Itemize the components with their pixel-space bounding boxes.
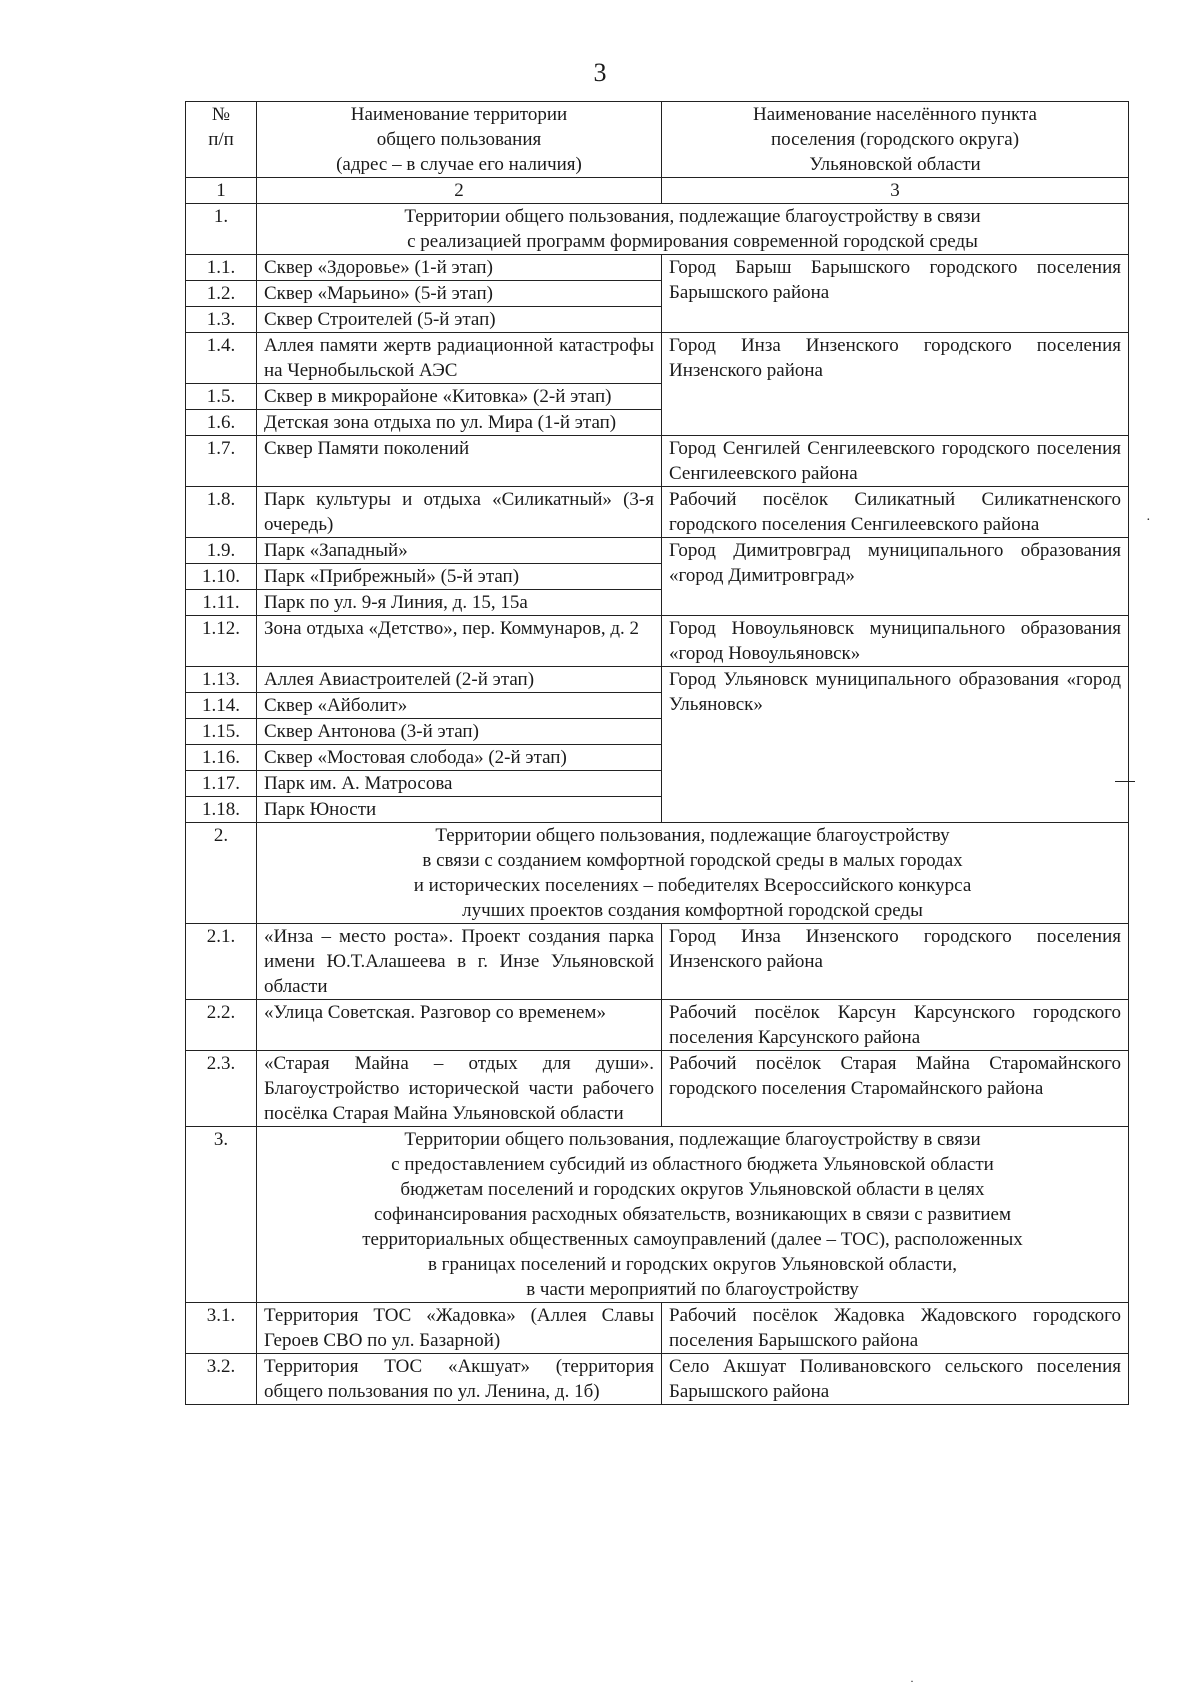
row-number: 1.18. [186, 797, 257, 823]
territory-name: Территория ТОС «Жадовка» (Аллея Славы Героев СВО по ул. Базарной) [257, 1303, 662, 1354]
territory-name: Сквер «Здоровье» (1-й этап) [257, 255, 662, 281]
table-row [186, 436, 1129, 487]
section-title-line: софинансирования расходных обязательств, возникающих в связи с развитием [374, 1204, 1011, 1225]
row-number: 1.15. [186, 719, 257, 745]
row-number: 2.1. [186, 924, 257, 1000]
section-title-line: в части мероприятий по благоустройству [526, 1279, 859, 1300]
row-number: 1.14. [186, 693, 257, 719]
header-text: общего пользования [376, 129, 542, 150]
row-number: 2.2. [186, 1000, 257, 1051]
scan-line-mark [1115, 781, 1135, 782]
territory-name: Территория ТОС «Акшуат» (территория общего пользования по ул. Ленина, д. 1б) [257, 1354, 662, 1405]
territory-name: Сквер Строителей (5-й этап) [257, 307, 662, 333]
section-number: 2. [186, 823, 257, 924]
settlement-name: Город Инза Инзенского городского поселения Инзенского района [662, 333, 1129, 436]
territory-name: Парк «Западный» [257, 538, 662, 564]
section-title-line: с предоставлением субсидий из областного бюджета Ульяновской области [391, 1154, 994, 1175]
row-number: 1.7. [186, 436, 257, 487]
section-title-line: Территории общего пользования, подлежащие благоустройству в связи [404, 206, 981, 227]
table-row [186, 538, 1129, 564]
section-title-line: в связи с созданием комфортной городской среды в малых городах [422, 850, 963, 871]
section-title-line: и исторических поселениях – победителях Всероссийского конкурса [413, 875, 972, 896]
header-text: Наименование территории [350, 104, 568, 125]
page-number: 3 [593, 58, 607, 87]
section-title [257, 823, 1129, 924]
table-row [186, 1051, 1129, 1127]
row-number: 1.13. [186, 667, 257, 693]
column-number: 1 [186, 178, 257, 204]
settlement-name: Город Новоульяновск муниципального образования «город Новоульяновск» [662, 616, 1129, 667]
section-number: 3. [186, 1127, 257, 1303]
settlement-name: Город Инза Инзенского городского поселения Инзенского района [662, 924, 1129, 1000]
section-title-line: бюджетам поселений и городских округов Ульяновской области в целях [400, 1179, 985, 1200]
territory-name: Детская зона отдыха по ул. Мира (1-й этап) [257, 410, 662, 436]
section-title-line: в границах поселений и городских округов Ульяновской области, [427, 1254, 958, 1275]
row-number: 1.8. [186, 487, 257, 538]
section-title-line: Территории общего пользования, подлежащие благоустройству в связи [404, 1129, 981, 1150]
settlement-name: Город Сенгилей Сенгилеевского городского поселения Сенгилеевского района [662, 436, 1129, 487]
header-text: поселения (городского округа) [770, 129, 1020, 150]
header-col-number [186, 102, 257, 178]
settlement-name: Город Барыш Барышского городского поселения Барышского района [662, 255, 1129, 333]
settlement-name: Город Ульяновск муниципального образования «город Ульяновск» [662, 667, 1129, 823]
territory-name: Зона отдыха «Детство», пер. Коммунаров, д. 2 [257, 616, 662, 667]
table-row [186, 924, 1129, 1000]
row-number: 3.2. [186, 1354, 257, 1405]
settlement-name: Село Акшуат Поливановского сельского поселения Барышского района [662, 1354, 1129, 1405]
header-text: (адрес – в случае его наличия) [336, 154, 582, 175]
territory-name: Парк культуры и отдыха «Силикатный» (3-я очередь) [257, 487, 662, 538]
territory-name: Сквер «Марьино» (5-й этап) [257, 281, 662, 307]
settlement-name: Рабочий посёлок Жадовка Жадовского городского поселения Барышского района [662, 1303, 1129, 1354]
row-number: 2.3. [186, 1051, 257, 1127]
settlement-name: Рабочий посёлок Карсун Карсунского городского поселения Карсунского района [662, 1000, 1129, 1051]
section-row [186, 1127, 1129, 1303]
row-number: 1.11. [186, 590, 257, 616]
section-title [257, 204, 1129, 255]
section-title-line: территориальных общественных самоуправлений (далее – ТОС), расположенных [362, 1229, 1023, 1250]
territory-name: «Старая Майна – отдых для души». Благоустройство исторической части рабочего посёлка Старая Майна Ульяновской области [257, 1051, 662, 1127]
row-number: 3.1. [186, 1303, 257, 1354]
territory-name: Сквер Антонова (3-й этап) [257, 719, 662, 745]
header-text: № [211, 104, 231, 125]
header-col-settlement [662, 102, 1129, 178]
row-number: 1.4. [186, 333, 257, 384]
territory-name: «Инза – место роста». Проект создания парка имени Ю.Т.Алашеева в г. Инзе Ульяновской области [257, 924, 662, 1000]
row-number: 1.12. [186, 616, 257, 667]
column-number-row [186, 178, 1129, 204]
territory-name: Сквер «Мостовая слобода» (2-й этап) [257, 745, 662, 771]
territory-name: Парк «Прибрежный» (5-й этап) [257, 564, 662, 590]
table-row [186, 255, 1129, 281]
table-row [186, 1354, 1129, 1405]
table-row [186, 333, 1129, 384]
scan-mark: · [910, 1674, 914, 1688]
table-header-row [186, 102, 1129, 178]
row-number: 1.9. [186, 538, 257, 564]
header-col-territory [257, 102, 662, 178]
section-title-line: Территории общего пользования, подлежащие благоустройству [435, 825, 950, 846]
row-number: 1.1. [186, 255, 257, 281]
territories-table [185, 101, 1129, 1405]
section-row [186, 204, 1129, 255]
section-number: 1. [186, 204, 257, 255]
table-row [186, 487, 1129, 538]
header-text: Ульяновской области [809, 154, 981, 175]
row-number: 1.16. [186, 745, 257, 771]
header-text: п/п [208, 129, 234, 150]
row-number: 1.2. [186, 281, 257, 307]
territory-name: Сквер в микрорайоне «Китовка» (2-й этап) [257, 384, 662, 410]
section-title-line: лучших проектов создания комфортной городской среды [462, 900, 923, 921]
territory-name: «Улица Советская. Разговор со временем» [257, 1000, 662, 1051]
row-number: 1.10. [186, 564, 257, 590]
territory-name: Аллея памяти жертв радиационной катастрофы на Чернобыльской АЭС [257, 333, 662, 384]
section-row [186, 823, 1129, 924]
territory-name: Парк им. А. Матросова [257, 771, 662, 797]
section-title-line: с реализацией программ формирования современной городской среды [407, 231, 978, 252]
row-number: 1.17. [186, 771, 257, 797]
table-row [186, 1303, 1129, 1354]
territory-name: Парк Юности [257, 797, 662, 823]
table-row [186, 1000, 1129, 1051]
table-row [186, 616, 1129, 667]
row-number: 1.5. [186, 384, 257, 410]
settlement-name: Рабочий посёлок Силикатный Силикатненского городского поселения Сенгилеевского района [662, 487, 1129, 538]
section-title [257, 1127, 1129, 1303]
column-number: 3 [662, 178, 1129, 204]
territory-name: Парк по ул. 9-я Линия, д. 15, 15а [257, 590, 662, 616]
territory-name: Сквер «Айболит» [257, 693, 662, 719]
territory-name: Аллея Авиастроителей (2-й этап) [257, 667, 662, 693]
territory-name: Сквер Памяти поколений [257, 436, 662, 487]
header-text: Наименование населённого пункта [753, 104, 1037, 125]
row-number: 1.3. [186, 307, 257, 333]
settlement-name: Рабочий посёлок Старая Майна Старомайнского городского поселения Старомайнского района [662, 1051, 1129, 1127]
table-row [186, 667, 1129, 693]
settlement-name: Город Димитровград муниципального образования «город Димитровград» [662, 538, 1129, 616]
column-number: 2 [257, 178, 662, 204]
row-number: 1.6. [186, 410, 257, 436]
scan-mark: · [1146, 513, 1151, 528]
